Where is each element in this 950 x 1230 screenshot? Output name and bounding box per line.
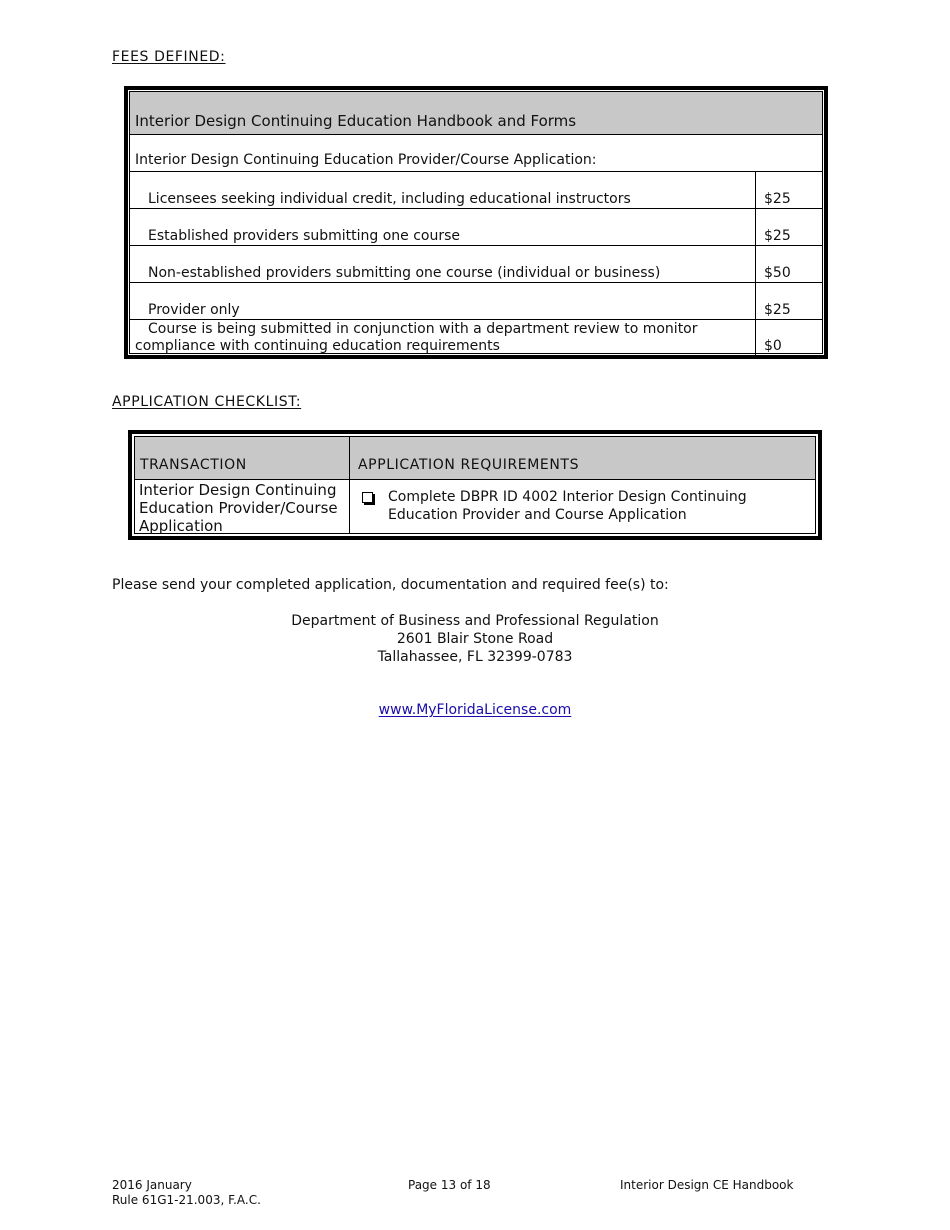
website-line	[0, 702, 950, 718]
transaction-cell: Interior Design Continuing Education Provider/Course Application	[139, 481, 338, 535]
fee-row	[130, 172, 822, 209]
fee-amount-cell	[755, 209, 822, 245]
fees-table-subtitle: Interior Design Continuing Education Provider/Course Application:	[135, 152, 597, 168]
fees-table-title-row	[130, 92, 822, 135]
checkbox-icon	[362, 492, 373, 503]
fees-table-subtitle-row	[130, 135, 822, 172]
footer-document-title: Interior Design CE Handbook	[620, 1178, 794, 1192]
fee-amount: $25	[764, 228, 791, 244]
fees-table-title: Interior Design Continuing Education Handbook and Forms	[135, 112, 577, 130]
fee-amount: $50	[764, 265, 791, 281]
fee-amount-cell	[755, 320, 822, 355]
fee-row	[130, 283, 822, 320]
fee-amount-cell	[755, 246, 822, 282]
website-link[interactable]: www.MyFloridaLicense.com	[378, 702, 572, 718]
address-department: Department of Business and Professional Regulation	[291, 613, 659, 629]
transaction-column-header: TRANSACTION	[140, 457, 247, 473]
fee-amount: $0	[764, 338, 782, 354]
fee-amount: $25	[764, 191, 791, 207]
fee-description: Licensees seeking individual credit, including educational instructors	[148, 191, 631, 207]
checklist-table	[128, 430, 822, 540]
requirement-text: Complete DBPR ID 4002 Interior Design Continuing Education Provider and Course Application	[388, 489, 747, 523]
fees-table	[124, 86, 828, 359]
footer-rule: Rule 61G1-21.003, F.A.C.	[112, 1193, 261, 1207]
checklist-heading: APPLICATION CHECKLIST:	[112, 394, 302, 410]
fees-heading: FEES DEFINED:	[112, 49, 226, 65]
footer-page-number: Page 13 of 18	[408, 1178, 491, 1192]
checklist-header-row	[135, 437, 815, 480]
fee-amount: $25	[764, 302, 791, 318]
address-street: 2601 Blair Stone Road	[396, 631, 554, 647]
fee-description: Non-established providers submitting one course (individual or business)	[148, 265, 661, 281]
fee-amount-cell	[755, 172, 822, 208]
fee-description: Established providers submitting one course	[148, 228, 461, 244]
requirements-column-header: APPLICATION REQUIREMENTS	[358, 457, 580, 473]
mailing-instruction: Please send your completed application, documentation and required fee(s) to:	[112, 577, 669, 593]
requirement-item	[362, 488, 782, 524]
fee-row	[130, 320, 822, 355]
fee-description: Course is being submitted in conjunction with a department review to monitor compliance with continuing education requirements	[135, 321, 698, 354]
fee-amount-cell	[755, 283, 822, 319]
column-divider	[349, 437, 350, 533]
fee-description: Provider only	[148, 302, 240, 318]
footer-date: 2016 January	[112, 1178, 192, 1192]
address-city: Tallahassee, FL 32399-0783	[377, 649, 573, 665]
fee-row	[130, 209, 822, 246]
fee-row	[130, 246, 822, 283]
